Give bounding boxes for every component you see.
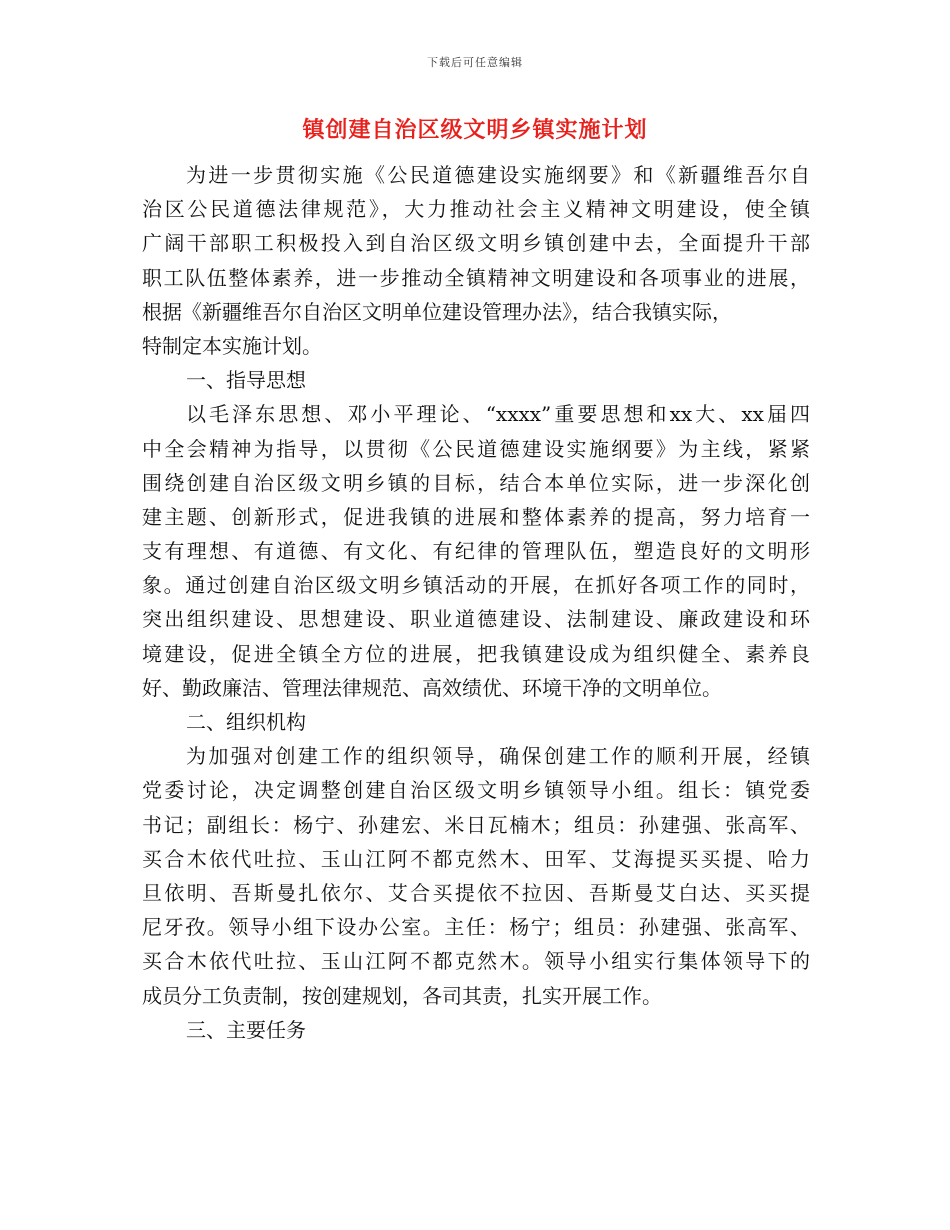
section-heading: 一、指导思想 (186, 368, 306, 393)
section-heading: 二、组织机构 (186, 710, 306, 734)
document-title: 镇创建自治区级文明乡镇实施计划 (302, 117, 648, 143)
paragraph-line: 支有理想、有道德、有文化、有纪律的管理队伍，塑造良好的文明形 (142, 539, 810, 564)
paragraph-line: 中全会精神为指导，以贯彻《公民道德建设实施纲要》为主线，紧紧 (142, 436, 810, 461)
document-body (142, 158, 810, 1047)
paragraph-line: 广阔干部职工积极投入到自治区级文明乡镇创建中去，全面提升干部 (142, 231, 810, 256)
paragraph-line: 买合木依代吐拉、玉山江阿不都克然木、田军、艾海提买买提、哈力 (142, 846, 810, 871)
paragraph-line: 治区公民道德法律规范》，大力推动社会主义精神文明建设，使全镇 (142, 197, 810, 222)
paragraph-line: 职工队伍整体素养，进一步推动全镇精神文明建设和各项事业的进展， (142, 265, 810, 290)
paragraph-line: 建主题、创新形式，促进我镇的进展和整体素养的提高，努力培育一 (142, 504, 810, 529)
paragraph-line: 为进一步贯彻实施《公民道德建设实施纲要》和《新疆维吾尔自 (186, 163, 810, 187)
section-heading: 三、主要任务 (186, 1017, 306, 1042)
paragraph-line: 以毛泽东思想、邓小平理论、“xxxx”重要思想和xx大、xx届四 (186, 402, 810, 427)
paragraph-line: 党委讨论，决定调整创建自治区级文明乡镇领导小组。组长：镇党委 (142, 778, 810, 803)
paragraph-line: 旦依明、吾斯曼扎依尔、艾合买提依不拉因、吾斯曼艾白达、买买提 (142, 880, 810, 905)
paragraph-line: 为加强对创建工作的组织领导，确保创建工作的顺利开展，经镇 (186, 744, 810, 769)
paragraph-line: 书记；副组长：杨宁、孙建宏、米日瓦楠木；组员：孙建强、张高军、 (142, 812, 810, 837)
paragraph-line: 尼牙孜。领导小组下设办公室。主任：杨宁；组员：孙建强、张高军、 (142, 915, 810, 940)
paragraph-line: 根据《新疆维吾尔自治区文明单位建设管理办法》，结合我镇实际， (142, 299, 732, 324)
paragraph-line: 突出组织建设、思想建设、职业道德建设、法制建设、廉政建设和环 (142, 607, 810, 632)
paragraph-line: 买合木依代吐拉、玉山江阿不都克然木。领导小组实行集体领导下的 (142, 949, 810, 974)
paragraph-line: 境建设，促进全镇全方位的进展，把我镇建设成为组织健全、素养良 (142, 641, 810, 666)
paragraph-line: 围绕创建自治区级文明乡镇的目标，结合本单位实际，进一步深化创 (142, 470, 810, 495)
header-note: 下载后可任意编辑 (427, 56, 523, 69)
paragraph-line: 象。通过创建自治区级文明乡镇活动的开展，在抓好各项工作的同时， (142, 573, 810, 598)
paragraph-line: 成员分工负责制，按创建规划，各司其责，扎实开展工作。 (142, 983, 662, 1008)
paragraph-line: 特制定本实施计划。 (142, 333, 322, 358)
paragraph-line: 好、勤政廉洁、管理法律规范、高效绩优、环境干净的文明单位。 (142, 675, 722, 700)
